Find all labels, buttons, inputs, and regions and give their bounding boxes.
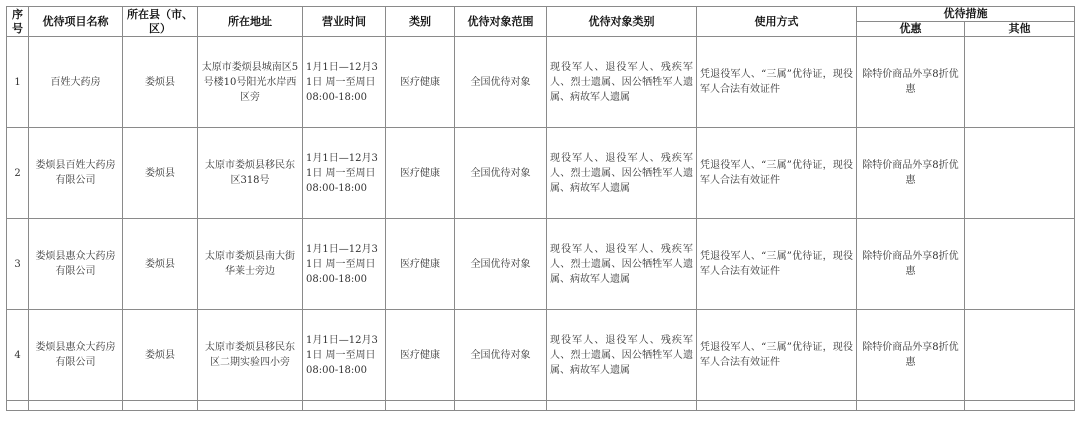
empty-cell [123,401,198,411]
cell-address: 太原市娄烦县移民东区318号 [198,128,303,219]
cell-target: 现役军人、退役军人、残疾军人、烈士遗属、因公牺牲军人遗属、病故军人遗属 [547,37,697,128]
cell-usage: 凭退役军人、“三属”优待证，现役军人合法有效证件 [697,128,857,219]
cell-address: 太原市娄烦县南大街华莱士旁边 [198,219,303,310]
empty-cell [386,401,455,411]
cell-discount: 除特价商品外享8折优惠 [857,219,965,310]
cell-category: 医疗健康 [386,310,455,401]
cell-category: 医疗健康 [386,37,455,128]
cell-county: 娄烦县 [123,219,198,310]
cell-usage: 凭退役军人、“三属”优待证，现役军人合法有效证件 [697,37,857,128]
cell-address: 太原市娄烦县城南区5号楼10号阳光水岸西区旁 [198,37,303,128]
header-other: 其他 [965,22,1075,37]
empty-cell [303,401,386,411]
cell-scope: 全国优待对象 [455,310,547,401]
table-row [7,128,1075,219]
header-measures: 优待措施 [857,7,1075,22]
cell-county: 娄烦县 [123,128,198,219]
cell-hours: 1月1日—12月31日 周一至周日 08:00-18:00 [303,37,386,128]
cell-category: 医疗健康 [386,219,455,310]
cell-target: 现役军人、退役军人、残疾军人、烈士遗属、因公牺牲军人遗属、病故军人遗属 [547,219,697,310]
empty-cell [455,401,547,411]
cell-scope: 全国优待对象 [455,219,547,310]
cell-seq: 2 [7,128,29,219]
cell-other [965,310,1075,401]
empty-cell [697,401,857,411]
cell-hours: 1月1日—12月31日 周一至周日 08:00-18:00 [303,219,386,310]
empty-row [7,401,1075,411]
cell-name: 百姓大药房 [29,37,123,128]
table-row [7,310,1075,401]
cell-scope: 全国优待对象 [455,128,547,219]
header-county: 所在县（市、区） [123,7,198,37]
cell-other [965,37,1075,128]
cell-target: 现役军人、退役军人、残疾军人、烈士遗属、因公牺牲军人遗属、病故军人遗属 [547,310,697,401]
cell-usage: 凭退役军人、“三属”优待证，现役军人合法有效证件 [697,219,857,310]
cell-address: 太原市娄烦县移民东区二期实验四小旁 [198,310,303,401]
header-target: 优待对象类别 [547,7,697,37]
cell-other [965,219,1075,310]
cell-other [965,128,1075,219]
table-row [7,37,1075,128]
cell-target: 现役军人、退役军人、残疾军人、烈士遗属、因公牺牲军人遗属、病故军人遗属 [547,128,697,219]
cell-hours: 1月1日—12月31日 周一至周日 08:00-18:00 [303,128,386,219]
table-row [7,219,1075,310]
cell-scope: 全国优待对象 [455,37,547,128]
header-category: 类别 [386,7,455,37]
cell-seq: 1 [7,37,29,128]
empty-cell [198,401,303,411]
cell-discount: 除特价商品外享8折优惠 [857,128,965,219]
empty-cell [857,401,965,411]
empty-cell [547,401,697,411]
cell-discount: 除特价商品外享8折优惠 [857,310,965,401]
cell-seq: 3 [7,219,29,310]
cell-name: 娄烦县百姓大药房有限公司 [29,128,123,219]
cell-seq: 4 [7,310,29,401]
cell-county: 娄烦县 [123,37,198,128]
cell-category: 医疗健康 [386,128,455,219]
header-usage: 使用方式 [697,7,857,37]
empty-cell [965,401,1075,411]
header-address: 所在地址 [198,7,303,37]
cell-name: 娄烦县惠众大药房有限公司 [29,310,123,401]
header-scope: 优待对象范围 [455,7,547,37]
preferential-treatment-table [6,6,1075,411]
header-name: 优待项目名称 [29,7,123,37]
empty-cell [29,401,123,411]
cell-usage: 凭退役军人、“三属”优待证，现役军人合法有效证件 [697,310,857,401]
cell-county: 娄烦县 [123,310,198,401]
cell-hours: 1月1日—12月31日 周一至周日 08:00-18:00 [303,310,386,401]
cell-name: 娄烦县惠众大药房有限公司 [29,219,123,310]
empty-cell [7,401,29,411]
header-discount: 优惠 [857,22,965,37]
header-hours: 营业时间 [303,7,386,37]
header-row [7,7,1075,22]
cell-discount: 除特价商品外享8折优惠 [857,37,965,128]
header-seq: 序号 [7,7,29,37]
